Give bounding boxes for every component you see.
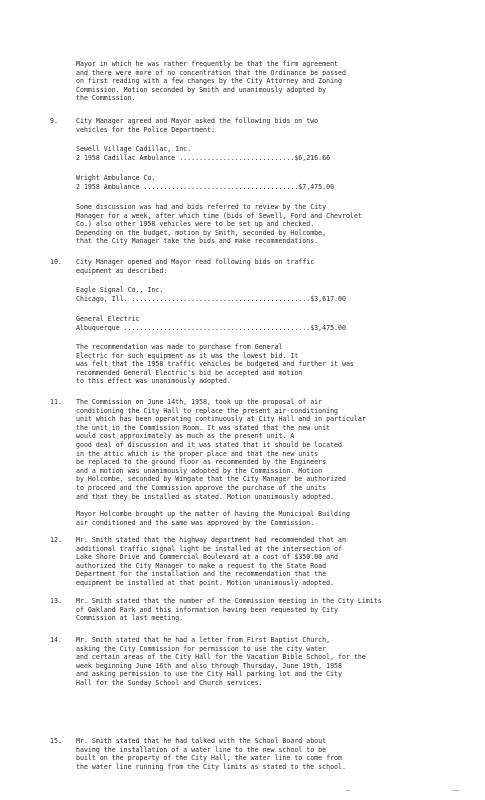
text-line: week beginning June 16th and also through Thursday, June 19th, 1958: [76, 661, 342, 670]
text-line: and that they be installed as stated. Motion unanimously adopted.: [76, 492, 335, 501]
text-line: unit which has been operating continuously at City Hall and in particular: [76, 415, 366, 424]
item-number: 9.: [50, 117, 58, 125]
text-line: authorized the City Manager to make a request to the State Road: [76, 561, 327, 570]
text-line: and asking permission to use the City Hall parking lot and the City: [76, 670, 342, 679]
text-line: to proceed and the Commission approve the purchase of the units: [76, 483, 327, 492]
item-15: [76, 737, 346, 771]
text-line: equipment be installed at that point. Motion unanimously adopted.: [76, 578, 335, 587]
item-11: [76, 398, 366, 501]
text-line: The recommendation was made to purchase from General: [76, 343, 283, 351]
text-line: Lake Shore Drive and Commercial Boulevard at a cost of $350.00 and: [76, 553, 339, 562]
text-line: Commission at last meeting.: [76, 614, 184, 623]
item-number: 11.: [50, 398, 62, 406]
item-11-notes: [76, 510, 350, 527]
text-line: Co.) also other 1958 vehicles were to be set up and checked.: [76, 220, 315, 229]
text-line: Mr. Smith stated that he had talked with the School Board about: [76, 737, 327, 745]
item-number: 12.: [50, 536, 62, 544]
bid-vendor-2: [76, 174, 334, 191]
text-line: Mr. Smith stated that the number of the Commission meeting in the City Limits: [76, 597, 382, 605]
text-line: Mr. Smith stated that he had a letter from First Baptist Church,: [76, 636, 331, 644]
text-line: the Commission.: [76, 94, 136, 103]
vendor-bid: 2 1958 Cadillac Ambulance .............................$6,216.66: [76, 153, 331, 162]
text-line: vehicles for the Police Department:: [76, 125, 215, 134]
item-10-notes: [76, 343, 354, 386]
text-line: having the installation of a water line to the new school to be: [76, 745, 327, 754]
text-line: on first reading with a few changes by the City Attorney and Zoning: [76, 77, 342, 86]
text-line: Hall for the Sunday School and Church services.: [76, 678, 263, 687]
item-number: 13.: [50, 597, 62, 605]
text-line: conditioning the City Hall to replace the present air-conditioning: [76, 406, 339, 415]
item-9-notes: [76, 203, 362, 246]
text-line: was felt that the 1958 traffic vehicles be budgeted and further it was: [76, 360, 354, 369]
text-line: asking the City Commission for permission to use the city water: [76, 644, 327, 653]
text-line: to this effect was unanimously adopted.: [76, 377, 231, 386]
text-line: Department for the installation and the recommendation that the: [76, 570, 327, 579]
text-line: The Commission on June 14th, 1958, took up the proposal of air: [76, 398, 323, 406]
text-line: additional traffic signal light be installed at the intersection of: [76, 544, 342, 553]
text-line: and certain areas of the City Hall for the Vacation Bible School, for the: [76, 653, 366, 662]
item-14: [76, 636, 366, 688]
text-line: Manager for a week, after which time (bids of Sewell, Ford and Chevrolet: [76, 211, 362, 220]
vendor-bid: 2 1958 Ambulance .......................................$7,475.00: [76, 182, 335, 191]
text-line: Mayor Holcombe brought up the matter of having the Municipal Building: [76, 510, 350, 518]
bid-vendor-2: [76, 315, 346, 332]
item-number: 15.: [50, 737, 62, 745]
text-line: Mayor in which he was rather frequently be that the firm agreement: [76, 60, 339, 68]
text-line: air conditioned and the same was approved by the Commission.: [76, 518, 315, 527]
bid-vendor-1: [76, 145, 330, 162]
text-line: and there were more of no concentration that the Ordinance be passed: [76, 68, 346, 77]
item-13: [76, 597, 382, 623]
intro-paragraph: [76, 60, 346, 103]
text-line: Depending on the budget, motion by Smith, seconded by Holcombe,: [76, 228, 327, 237]
text-line: built on the property of the City Hall, the water line to come from: [76, 754, 342, 763]
text-line: equipment as described:: [76, 266, 168, 275]
vendor-bid: Chicago, Ill. .............................................$3,617.00: [76, 294, 346, 303]
text-line: and a motion was unanimously adopted by the Commission. Motion: [76, 466, 323, 475]
text-line: the unit in the Commission Room. It was stated that the new unit: [76, 423, 331, 432]
text-line: Mr. Smith stated that the highway department had recommended that an: [76, 536, 346, 544]
text-line: good deal of discussion and it was stated that it should be located: [76, 440, 342, 449]
text-line: recommended General Electric's bid be accepted and motion: [76, 368, 303, 377]
bid-vendor-1: [76, 286, 346, 303]
text-line: City Manager agreed and Mayor asked the following bids on two: [76, 117, 319, 125]
item-12: [76, 536, 346, 588]
text-line: in the attic which is the proper place and that the new units: [76, 449, 319, 458]
footer-mark-left: —: [346, 787, 350, 795]
text-line: by Holcombe, seconded by Wingate that the City Manager be authorized: [76, 475, 346, 484]
vendor-name: Eagle Signal Co., Inc.: [76, 286, 164, 294]
text-line: City Manager opened and Mayor read following bids on traffic: [76, 258, 315, 266]
vendor-name: Sewell Village Cadillac, Inc.: [76, 145, 192, 153]
text-line: Some discussion was had and bids referred to review by the City: [76, 203, 327, 211]
item-number: 14.: [50, 636, 62, 644]
text-line: that the City Manager take the bids and make recommendations.: [76, 237, 319, 246]
footer-mark-right: ——: [452, 787, 460, 795]
text-line: of Oakland Park and this information having been requested by City: [76, 605, 339, 614]
item-10: [76, 258, 314, 275]
vendor-bid: Albuquerque ...............................................$3,475.00: [76, 323, 346, 332]
text-line: be replaced to the ground floor as recommended by the Engineers: [76, 458, 327, 467]
text-line: Commission. Motion seconded by Smith and unanimously adopted by: [76, 85, 327, 94]
vendor-name: General Electric: [76, 315, 140, 323]
item-number: 10.: [50, 258, 62, 266]
text-line: would cost approximately as much as the present unit. A: [76, 432, 295, 441]
vendor-name: Wright Ambulance Co.: [76, 174, 156, 182]
text-line: the water line running from the City limits as stated to the school.: [76, 762, 346, 771]
item-9: [76, 117, 318, 134]
text-line: Electric for such equipment as it was the lowest bid. It: [76, 351, 299, 360]
